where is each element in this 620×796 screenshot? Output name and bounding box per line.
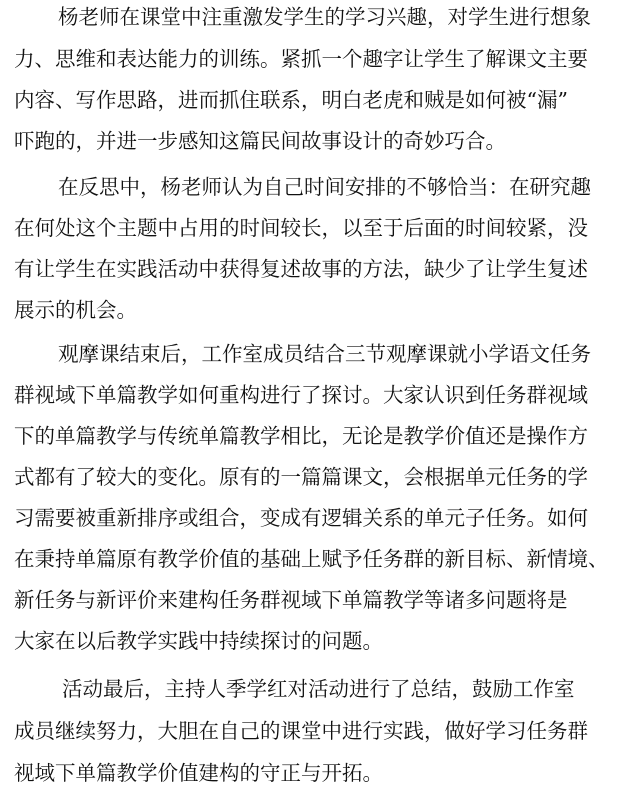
paragraph-3-line-1: 观摩课结束后，工作室成员结合三节观摩课就小学语文任务 <box>58 342 591 366</box>
paragraph-3-line-7: 新任务与新评价来建构任务群视域下单篇教学等诸多问题将是 <box>14 588 568 612</box>
paragraph-2-line-1: 在反思中，杨老师认为自己时间安排的不够恰当：在研究趣 <box>58 175 591 199</box>
paragraph-3-line-3: 下的单篇教学与传统单篇教学相比，无论是教学价值还是操作方 <box>14 424 588 448</box>
paragraph-4-line-1: 活动最后，主持人季学红对活动进行了总结，鼓励工作室 <box>62 677 575 701</box>
paragraph-3-line-4: 式都有了较大的变化。原有的一篇篇课文，会根据单元任务的学 <box>14 465 588 489</box>
paragraph-1-line-2: 力、思维和表达能力的训练。紧抓一个趣字让学生了解课文主要 <box>14 47 588 71</box>
paragraph-4-line-3: 视域下单篇教学价值建构的守正与开拓。 <box>14 761 383 785</box>
paragraph-1-line-4: 吓跑的，并进一步感知这篇民间故事设计的奇妙巧合。 <box>14 129 506 153</box>
paragraph-1-line-3: 内容、写作思路，进而抓住联系，明白老虎和贼是如何被“漏” <box>14 88 568 112</box>
paragraph-4-line-2: 成员继续努力，大胆在自己的课堂中进行实践，做好学习任务群 <box>14 719 588 743</box>
paragraph-3-line-8: 大家在以后教学实践中持续探讨的问题。 <box>14 629 383 653</box>
paragraph-2-line-4: 展示的机会。 <box>14 298 137 322</box>
paragraph-2-line-3: 有让学生在实践活动中获得复述故事的方法，缺少了让学生复述 <box>14 257 588 281</box>
paragraph-3-line-6: 在秉持单篇原有教学价值的基础上赋予任务群的新目标、新情境、 <box>14 547 609 571</box>
paragraph-1-line-1: 杨老师在课堂中注重激发学生的学习兴趣，对学生进行想象 <box>58 5 591 29</box>
paragraph-3-line-2: 群视域下单篇教学如何重构进行了探讨。大家认识到任务群视域 <box>14 383 588 407</box>
paragraph-3-line-5: 习需要被重新排序或组合，变成有逻辑关系的单元子任务。如何 <box>14 506 588 530</box>
paragraph-2-line-2: 在何处这个主题中占用的时间较长，以至于后面的时间较紧，没 <box>14 216 588 240</box>
